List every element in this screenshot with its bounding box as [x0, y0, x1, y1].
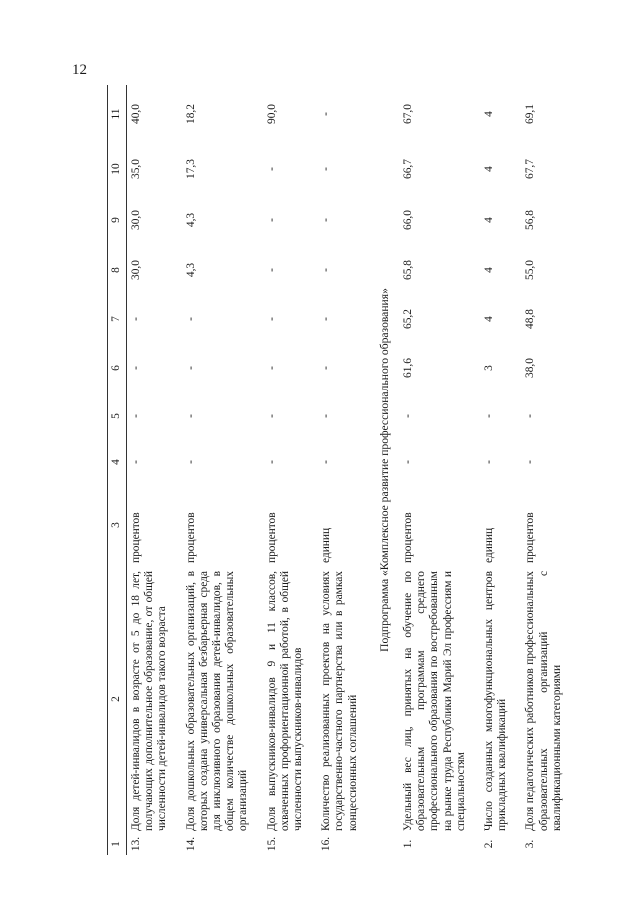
- cell-value: -: [320, 218, 333, 222]
- table-row: [127, 85, 182, 855]
- cell-unit: процентов: [402, 512, 415, 563]
- cell-n: 16.: [320, 836, 333, 852]
- cell-unit: процентов: [130, 512, 142, 563]
- cell-value: -: [483, 414, 496, 418]
- cell-value: -: [524, 460, 537, 464]
- cell-desc: Доля дошкольных образовательных организаций, в которых создана универсальная безбарьерная среда для инклюзивного образования детей-инвалидов, в общем количестве дошкольных образовательных организаций: [184, 571, 250, 831]
- column-header: 6: [108, 343, 127, 393]
- cell-value: -: [265, 460, 278, 464]
- cell-desc: Количество реализованных проектов на условиях государственно-частного партнерства или в рамках концессионных соглашений: [320, 571, 359, 831]
- cell-value: -: [524, 414, 537, 418]
- cell-value: 4: [483, 217, 496, 223]
- column-header: 3: [108, 485, 127, 565]
- cell-value: 61,6: [402, 358, 415, 378]
- cell-value: -: [265, 414, 278, 418]
- cell-value: 4: [483, 267, 496, 273]
- cell-value: -: [184, 317, 197, 321]
- cell-n: 14.: [184, 836, 197, 852]
- cell-value: -: [320, 366, 333, 370]
- column-header: 2: [108, 565, 127, 833]
- subprogram-title: Подпрограмма «Комплексное развитие профессионального образования»: [377, 288, 391, 652]
- page-number: 12: [72, 62, 87, 78]
- cell-desc: Доля детей-инвалидов в возрасте от 5 до 18 лет, получающих дополнительное образование, от общей численности детей-инвалидов такого возраста: [130, 571, 169, 831]
- table-row: [263, 85, 318, 855]
- cell-value: -: [265, 218, 278, 222]
- cell-value: 30,0: [130, 260, 142, 280]
- cell-n: 1.: [402, 839, 415, 849]
- cell-desc: Доля педагогических работников профессиональных образовательных организаций с квалификационными категориями: [524, 571, 563, 831]
- table-row: [182, 85, 263, 855]
- column-header: 8: [108, 245, 127, 295]
- cell-value: 67,0: [402, 104, 415, 124]
- table-row: [399, 85, 480, 855]
- table-row: [317, 85, 372, 855]
- cell-value: 56,8: [524, 210, 537, 230]
- cell-value: -: [402, 460, 415, 464]
- cell-desc: Удельный вес лиц, принятых на обучение по образовательным программам среднего профессионального образования по востребованным на рынке труда Республики Марий Эл профессиям и специальностям: [402, 571, 467, 831]
- column-header: 1: [108, 833, 127, 855]
- cell-value: 48,8: [524, 309, 537, 329]
- cell-value: 69,1: [524, 104, 537, 124]
- cell-value: -: [130, 317, 142, 321]
- column-header: 4: [108, 439, 127, 485]
- cell-value: 55,0: [524, 260, 537, 280]
- subprogram-row: [372, 85, 399, 855]
- cell-value: -: [320, 167, 333, 171]
- cell-value: -: [320, 268, 333, 272]
- column-header: 5: [108, 393, 127, 439]
- cell-value: -: [402, 414, 415, 418]
- cell-value: 17,3: [184, 159, 197, 179]
- cell-value: 35,0: [130, 159, 142, 179]
- cell-value: -: [184, 460, 197, 464]
- cell-value: 66,7: [402, 159, 415, 179]
- cell-value: -: [265, 167, 278, 171]
- cell-unit: процентов: [524, 512, 537, 563]
- cell-value: 65,2: [402, 309, 415, 329]
- cell-value: 30,0: [130, 210, 142, 230]
- cell-value: -: [483, 460, 496, 464]
- cell-value: 18,2: [184, 104, 197, 124]
- column-header: 7: [108, 295, 127, 343]
- cell-value: 3: [483, 365, 496, 371]
- indicators-table: [107, 85, 576, 855]
- cell-value: 4: [483, 316, 496, 322]
- cell-value: 38,0: [524, 358, 537, 378]
- cell-value: -: [320, 112, 333, 116]
- cell-n: 15.: [265, 836, 278, 852]
- cell-desc: Число созданных многофункциональных центров прикладных квалификаций: [483, 571, 509, 831]
- cell-value: -: [184, 414, 197, 418]
- cell-value: 4,3: [184, 262, 197, 278]
- cell-value: -: [130, 460, 142, 464]
- cell-value: 40,0: [130, 104, 142, 124]
- cell-n: 2.: [483, 839, 496, 849]
- table-row: [480, 85, 521, 855]
- column-header: 9: [108, 195, 127, 245]
- cell-value: -: [265, 317, 278, 321]
- cell-value: -: [130, 414, 142, 418]
- cell-value: 66,0: [402, 210, 415, 230]
- cell-n: 13.: [130, 836, 142, 852]
- cell-value: 65,8: [402, 260, 415, 280]
- column-header: 10: [108, 143, 127, 195]
- cell-unit: единиц: [320, 527, 333, 563]
- cell-value: 4,3: [184, 212, 197, 228]
- cell-value: -: [320, 317, 333, 321]
- cell-value: -: [184, 366, 197, 370]
- cell-value: -: [130, 366, 142, 370]
- cell-value: -: [320, 414, 333, 418]
- cell-value: -: [265, 268, 278, 272]
- cell-unit: единиц: [483, 527, 496, 563]
- cell-value: -: [320, 460, 333, 464]
- cell-value: 4: [483, 166, 496, 172]
- table-row: [521, 85, 576, 855]
- cell-n: 3.: [524, 839, 537, 849]
- cell-value: -: [265, 366, 278, 370]
- cell-value: 4: [483, 111, 496, 117]
- cell-unit: процентов: [265, 512, 278, 563]
- cell-value: 90,0: [265, 104, 278, 124]
- cell-value: 67,7: [524, 159, 537, 179]
- cell-desc: Доля выпускников-инвалидов 9 и 11 классов, охваченных профориентационной работой, в общей численности выпускников-инвалидов: [265, 571, 305, 831]
- column-header: 11: [108, 85, 127, 143]
- header-row: [108, 85, 127, 855]
- rotated-table-container: [107, 85, 639, 855]
- cell-unit: процентов: [184, 512, 197, 563]
